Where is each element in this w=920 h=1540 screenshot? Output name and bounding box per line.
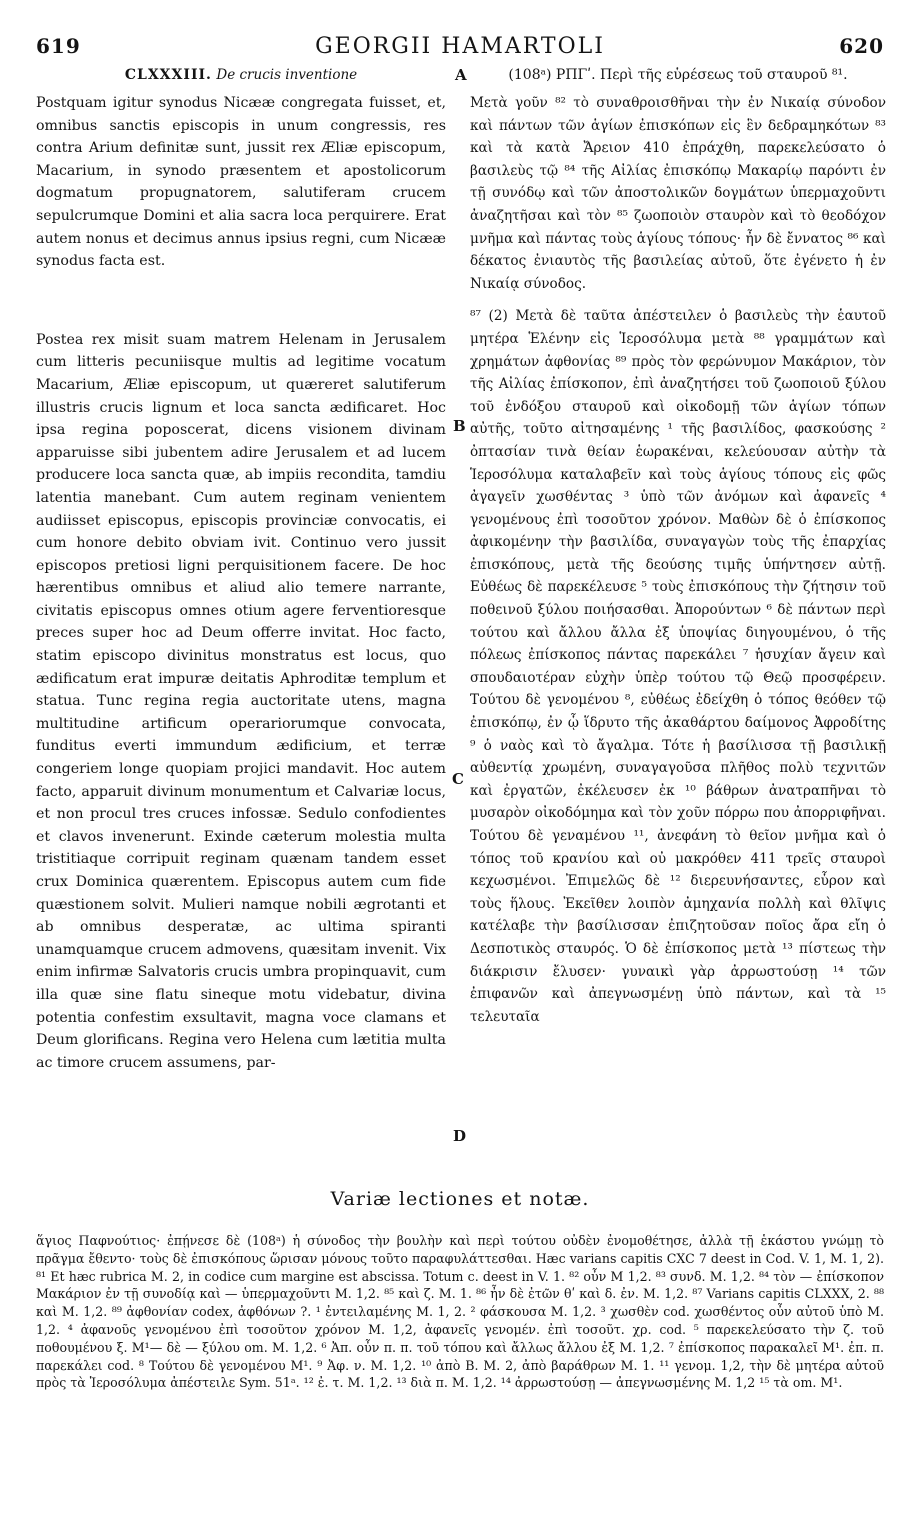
- column-gap: [36, 273, 446, 329]
- margin-letter-c: C: [452, 770, 464, 788]
- latin-chapter-number: CLXXXIII.: [124, 67, 212, 83]
- latin-paragraph-1: Postquam igitur synodus Nicææ congregata fuisset, et, omnibus sanctis episcopis in unum congressis, res contra Arium definitæ sunt, jussit rex Æliæ episcopum, Macarium, in synodo præsentem et apostolicorum dogmatum propugnatorem, salutiferam crucem sepulcrumque Domini et alia sacra loca perquirere. Erat autem nonus et decimus annus ipsius regni, cum Nicææ synodus facta est.: [36, 95, 446, 270]
- page-number-right: 620: [839, 34, 884, 58]
- greek-paragraph-2: ⁸⁷ (2) Μετὰ δὲ ταῦτα ἀπέστειλεν ὁ βασιλεὺς τὴν ἑαυτοῦ μητέρα Ἑλένην εἰς Ἱεροσόλυμα μετὰ ⁸⁸ γραμμάτων καὶ χρημάτων ἀφθονίας ⁸⁹ πρὸς τὸν φερώνυμον Μακάριον, τὸν τῆς Αἰλίας ἐπίσκοπον, ἐπὶ ἀναζητήσει τοῦ ζωοποιοῦ ξύλου τοῦ ἐνδόξου σταυροῦ καὶ οἰκοδομῇ τῶν ἁγίων τόπων αὐτῆς, τοῦτο αἰτησαμένης ¹ τῆς βασιλίδος, φασκούσης ² ὀπτασίαν τινὰ θείαν ἑωρακέναι, κελεύουσαν αὐτὴν τὰ Ἱεροσόλυμα καταλαβεῖν καὶ τοὺς ἁγίους τόπους εἰς φῶς ἀγαγεῖν χωσθέντας ³ ὑπὸ τῶν ἀνόμων καὶ ἀφανεῖς ⁴ γενομένους ἐπὶ τοσοῦτον χρόνον. Μαθὼν δὲ ὁ ἐπίσκοπος ἀφικομένην τὴν βασιλίδα, συναγαγὼν τοὺς τῆς ἐπαρχίας ἐπισκόπους, μετὰ τῆς δεούσης τιμῆς ὑπήντησεν αὐτῇ. Εὐθέως δὲ παρεκέλευσε ⁵ τοὺς ἐπισκόπους τὴν ζήτησιν τοῦ ποθεινοῦ ξύλου ποιήσασθαι. Ἀπορούντων ⁶ δὲ πάντων περὶ τούτου καὶ ἄλλου ἄλλα ἐξ ὑποψίας διηγουμένου, ὁ τῆς πόλεως ἐπίσκοπος πάντας παρεκάλει ⁷ ἡσυχίαν ἄγειν καὶ σπουδαιοτέραν εὐχὴν ὑπὲρ τούτου τῷ Θεῷ προσφέρειν. Τούτου δὲ γενομένου ⁸, εὐθέως ἐδείχθη ὁ τόπος θεόθεν τῷ ἐπισκόπῳ, ἐν ᾧ ἵδρυτο τῆς ἀκαθάρτου δαίμονος Ἀφροδίτης ⁹ ὁ ναὸς καὶ τὸ ἄγαλμα. Τότε ἡ βασίλισσα τῇ βασιλικῇ αὐθεντίᾳ χρωμένη, συναγαγοῦσα πλῆθος πολὺ τεχνιτῶν καὶ ἐργατῶν, ἐκέλευσεν ἐκ ¹⁰ βάθρων ἀνατραπῆναι τὸ μυσαρὸν οἰκοδόμημα καὶ τὸν χοῦν πόρρω που ἀπορριφῆναι. Τούτου δὲ γεναμένου ¹¹, ἀνεφάνη τὸ θεῖον μνῆμα καὶ ὁ τόπος τοῦ κρανίου καὶ οὐ μακρόθεν 411 τρεῖς σταυροὶ κεχωσμένοι. Ἐπιμελῶς δὲ ¹² διερευνήσαντες, εὗρον καὶ τοὺς ἥλους. Ἐκεῖθεν λοιπὸν ἀμηχανία πολλὴ καὶ θλῖψις κατέλαβε τὴν βασίλισσαν ἐπιζητοῦσαν ποῖος ἄρα εἴη ὁ Δεσποτικὸς σταυρός. Ὁ δὲ ἐπίσκοπος μετὰ ¹³ πίστεως τὴν διάκρισιν ἔλυσεν· γυναικὶ γὰρ ἀρρωστούσῃ ¹⁴ τῶν ἐπιφανῶν καὶ ἀπεγνωσμένῃ ὑπὸ πάντων, καὶ τὰ ¹⁵ τελευταῖα: [470, 308, 886, 1025]
- latin-column: [36, 64, 446, 1074]
- latin-chapter-heading: [36, 64, 446, 86]
- running-header: [36, 34, 884, 60]
- margin-letter-a: A: [455, 66, 467, 84]
- margin-letter-b: B: [453, 417, 466, 435]
- latin-paragraph-2: Postea rex misit suam matrem Helenam in Jerusalem cum litteris pecuniisque multis ad legitime vocatum Macarium, Æliæ episcopum, ut quæreret salutiferum illustris crucis lignum et loca sancta ædificaret. Hoc ipsa regina poposcerat, dicens visionem divinam apparuisse sibi jubentem adire Jerusalem et ad lucem producere loca sancta quæ, ab impiis recondita, tamdiu latentia manebant. Cum autem reginam venientem audiisset episcopus, episcopis provinciæ convocatis, ei cum honore debito obviam ivit. Continuo vero jussit episcopos pretiosi ligni perquisitionem facere. De hoc hærentibus omnibus et aliud alio temere narrante, civitatis episcopus omnes otium agere ferventioresque preces super hoc ad Deum offerre invitat. Hoc facto, statim episcopo divinitus monstratus est locus, quo ædificatum erat impuræ deitatis Aphroditæ templum et statua. Tunc regina regia auctoritate utens, magna multitudine artificum operariorumque convocata, funditus everti immundum ædificium, et terræ congeriem longe quopiam projici mandavit. Hoc autem facto, apparuit divinum monumentum et Calvariæ locus, et non procul tres cruces infossæ. Sedulo confodientes et clavos invenerunt. Exinde cæterum molestia multa tristitiaque corripuit reginam quænam tandem esset crux Dominica quærentem. Episcopus autem cum fide quæstionem solvit. Mulieri namque nobili ægrotanti et ab omnibus desperatæ, ac ultima spiranti unamquamque crucem admovens, quæsitam invenit. Vix enim infirmæ Salvatoris crucis umbra propinquavit, cum illa quæ sine flatu sineque motu videbatur, divina potentia confestim exsultavit, magna voce clamans et Deum glorificans. Regina vero Helena cum lætitia multa ac timore crucem assumens, par-: [36, 331, 446, 1071]
- column-gap: [470, 295, 886, 305]
- running-title: GEORGII HAMARTOLI: [315, 34, 605, 59]
- margin-letter-d: D: [453, 1127, 467, 1145]
- latin-chapter-title: De crucis inventione: [216, 67, 358, 83]
- variae-lectiones-title: Variæ lectiones et notæ.: [330, 1188, 590, 1210]
- greek-paragraph-1: Μετὰ γοῦν ⁸² τὸ συναθροισθῆναι τὴν ἐν Νικαίᾳ σύνοδον καὶ πάντων τῶν ἁγίων ἐπισκόπων εἰς ἓν δεδραμηκότων ⁸³ καὶ τὰ κατὰ Ἄρειον 410 ἐπράχθη, παρεκελεύσατο ὁ βασιλεὺς τῷ ⁸⁴ τῆς Αἰλίας ἐπισκόπῳ Μακαρίῳ παρόντι ἐν τῇ συνόδῳ καὶ τῶν ἀποστολικῶν δογμάτων ὑπερμαχοῦντι ἀναζητῆσαι καὶ τὸν ⁸⁵ ζωοποιὸν σταυρὸν καὶ τὸ θεοδόχον μνῆμα καὶ πάντας τοὺς ἁγίους τόπους· ἦν δὲ ἔννατος ⁸⁶ καὶ δέκατος ἐνιαυτὸς τῆς βασιλείας αὐτοῦ, ὅτε ἐγένετο ἡ ἐν Νικαίᾳ σύνοδος.: [470, 95, 886, 292]
- greek-chapter-heading: (108ᵃ) ΡΠΓʹ. Περὶ τῆς εὑρέσεως τοῦ σταυροῦ ⁸¹.: [508, 67, 848, 83]
- variae-lectiones-notes: ἅγιος Παφνούτιος· ἐπῄνεσε δὲ (108ᵃ) ἡ σύνοδος τὴν βουλὴν καὶ περὶ τούτου οὐδὲν ἐνομοθέτησε, ἀλλὰ τῇ ἑκάστου γνώμῃ τὸ πρᾶγμα ἔθεντο· τοὺς δὲ ἐπισκόπους ὥρισαν μόνους τοῦτο παραφυλάττεσθαι. Hæc varians capitis CXC 7 deest in Cod. V. 1, M. 1, 2). ⁸¹ Et hæc rubrica M. 2, in codice cum margine est abscissa. Totum c. deest in V. 1. ⁸² οὖν M 1,2. ⁸³ συνδ. M. 1,2. ⁸⁴ τὸν — ἐπίσκοπον Μακάριον ἐν τῇ συνοδίᾳ καὶ — ὑπερμαχοῦντι M. 1,2. ⁸⁵ καὶ ζ. M. 1. ⁸⁶ ἦν δὲ ἐτῶν θʹ καὶ δ. ἐν. M. 1,2. ⁸⁷ Varians capitis CLXXX, 2. ⁸⁸ καὶ M. 1,2. ⁸⁹ ἀφθονίαν codex, ἀφθόνων ?. ¹ ἐντειλαμένης M. 1, 2. ² φάσκουσα M. 1,2. ³ χωσθὲν cod. χωσθέντος οὖν αὐτοῦ ὑπὸ M. 1,2. ⁴ ἀφανοῦς γενομένου ἐπὶ τοσοῦτον χρόνον M. 1,2, ἀφανεῖς γενομέν. ἐπὶ τοσοῦτ. χρ. cod. ⁵ παρεκελεύσατο τὴν ζ. τοῦ ποθουμένου ξ. M¹— δὲ — ξύλου om. M. 1,2. ⁶ Ἀπ. οὖν π. π. τοῦ τόπου καὶ ἄλλως ἄλλου ἐξ M. 1,2. ⁷ ἐπίσκοπος παρακαλεῖ M¹. ἐπ. π. παρεκάλει cod. ⁸ Τούτου δὲ γενομένου M¹. ⁹ Ἀφ. ν. M. 1,2. ¹⁰ ἀπὸ B. M. 2, ἀπὸ βαράθρων M. 1. ¹¹ γενομ. 1,2, τὴν δὲ μητέρα αὐτοῦ πρὸς τὰ Ἱεροσόλυμα ἀπέστειλε Sym. 51ᵃ. ¹² ἐ. τ. M. 1,2. ¹³ διὰ π. M. 1,2. ¹⁴ ἀρρωστούσῃ — ἀπεγνωσμένης M. 1,2 ¹⁵ τὰ om. M¹.: [36, 1233, 884, 1391]
- page-number-left: 619: [36, 34, 81, 58]
- greek-column: [470, 64, 886, 1028]
